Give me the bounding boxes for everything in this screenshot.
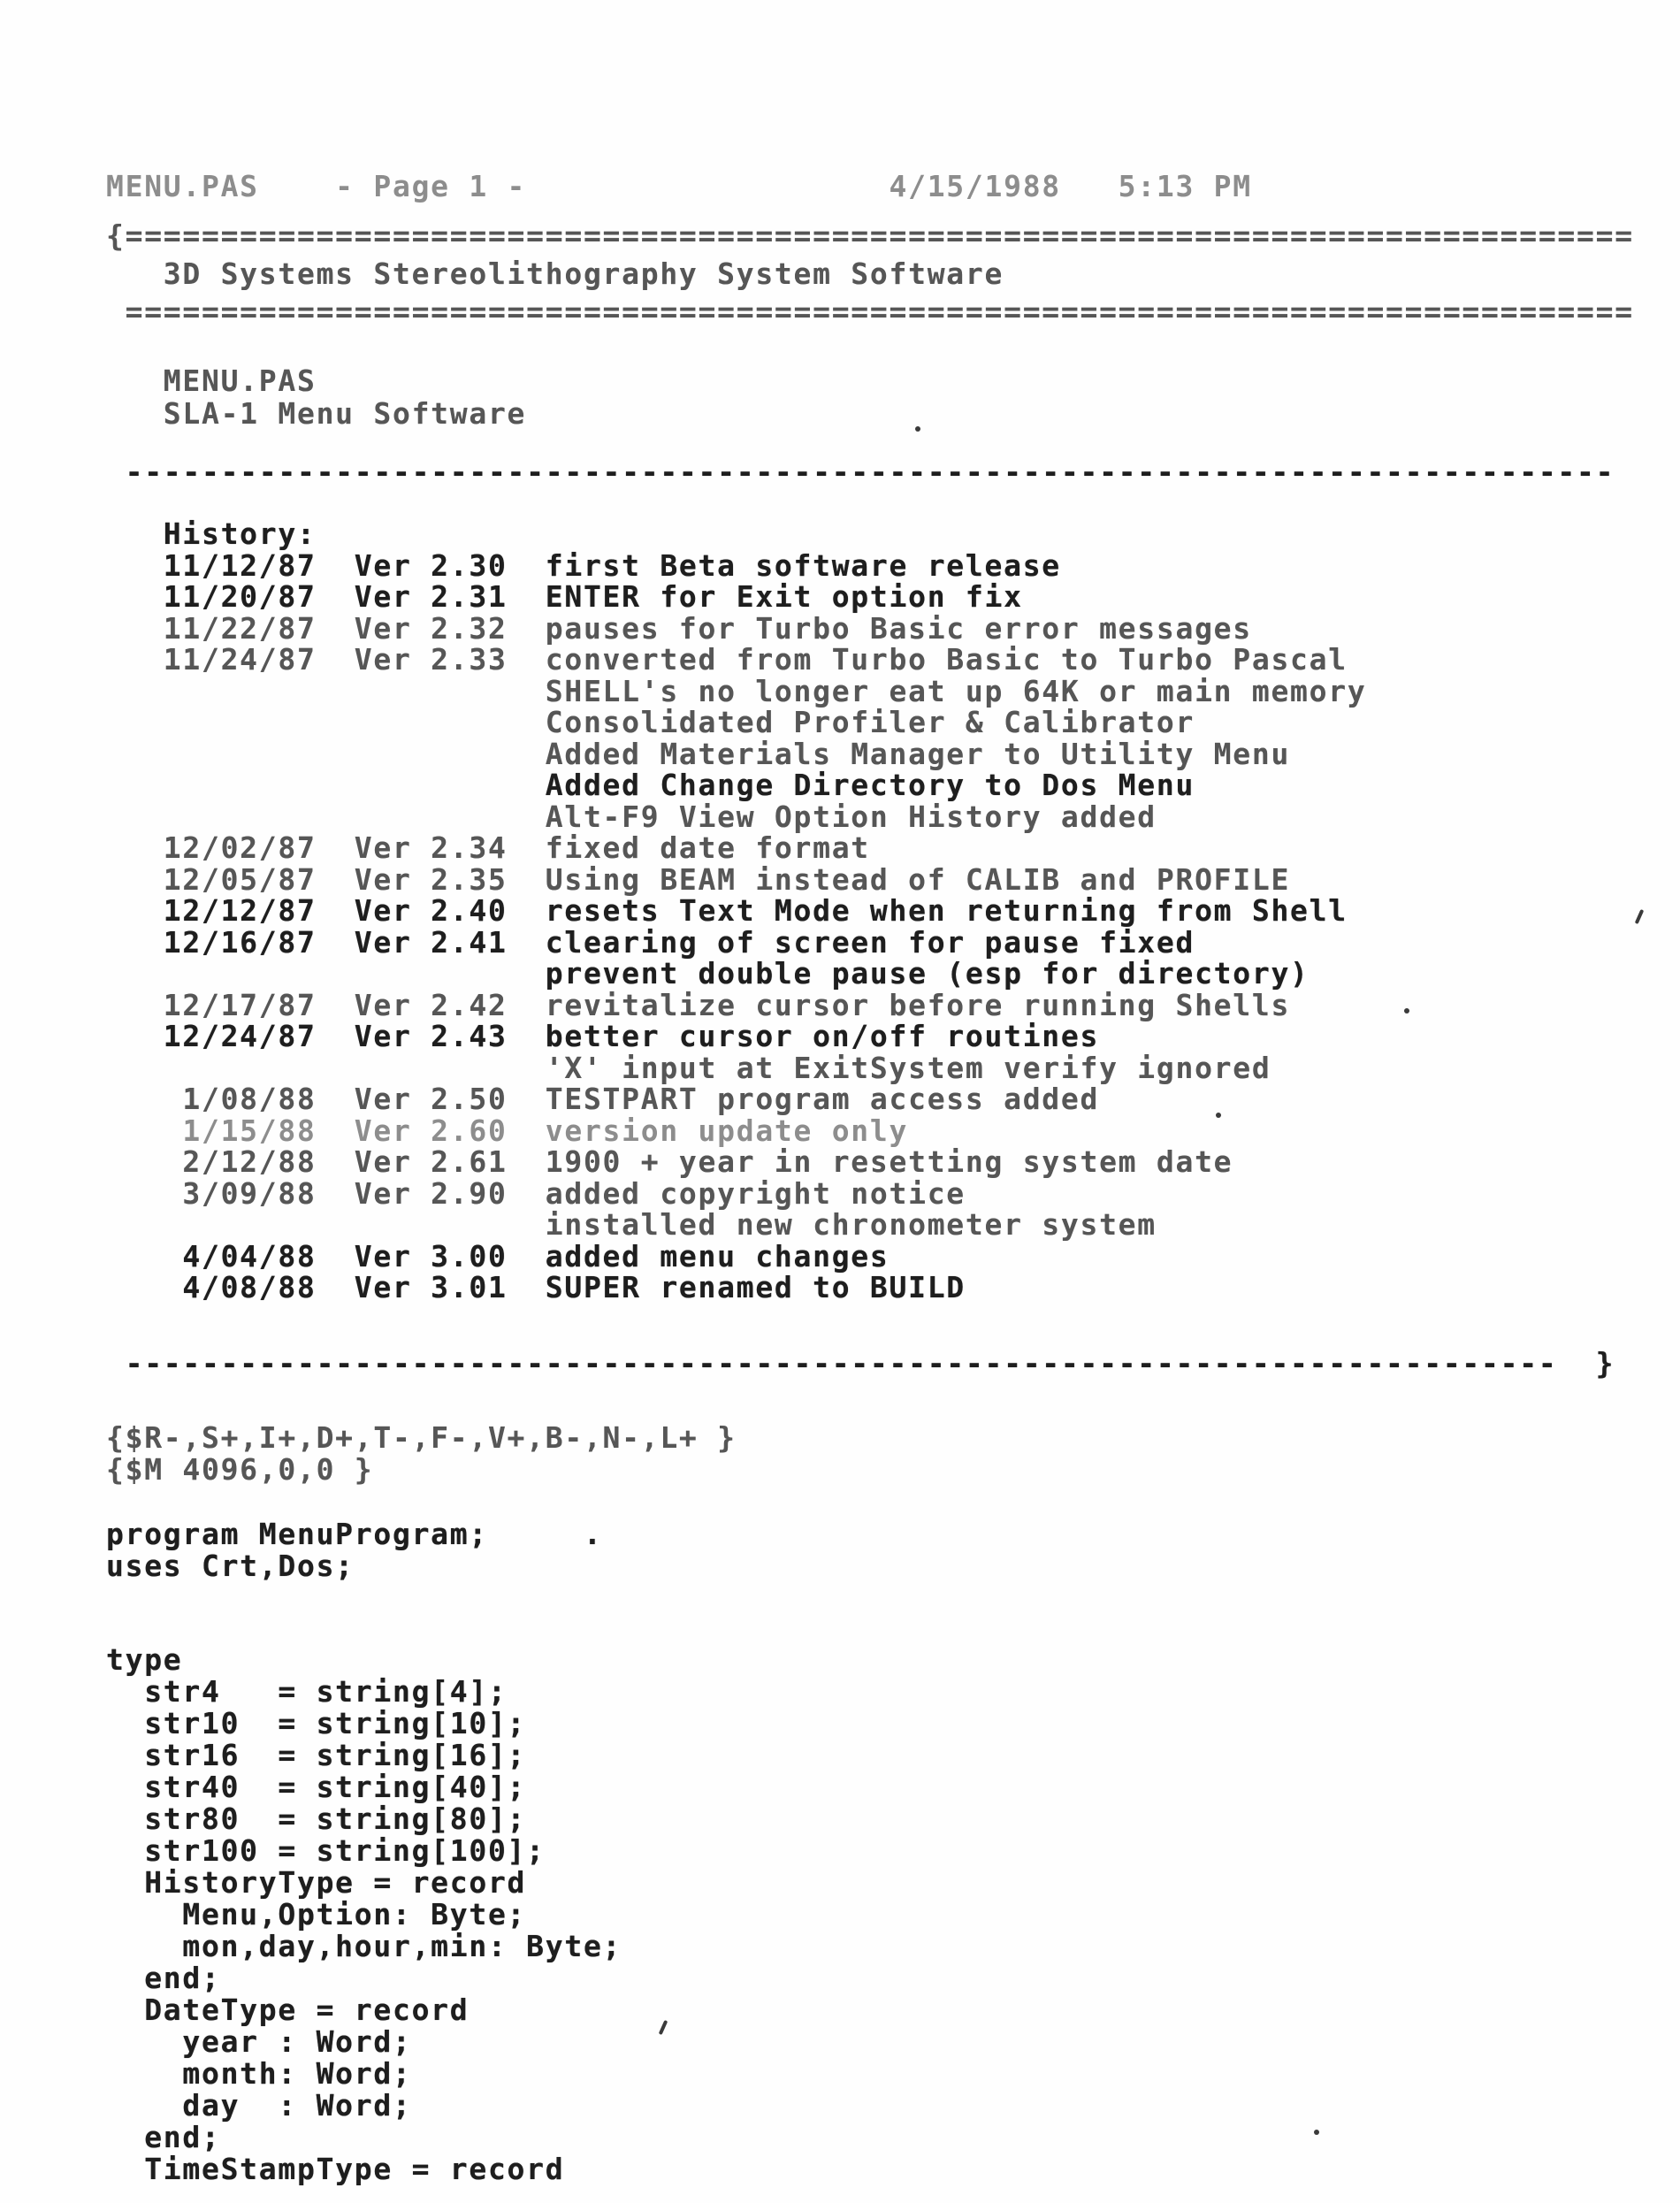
code-line: Menu,Option: Byte; (106, 1897, 527, 1931)
history-heading: History: (106, 516, 317, 551)
history-continuation: 'X' input at ExitSystem verify ignored (106, 1051, 1271, 1085)
code-line: end; (106, 1961, 221, 1995)
code-line: str16 = string[16]; (106, 1738, 527, 1772)
software-name-line: SLA-1 Menu Software (106, 396, 527, 431)
code-line: HistoryType = record (106, 1865, 527, 1900)
scan-artifact (1314, 2130, 1319, 2135)
history-entry: 1/15/88 Ver 2.60 version update only (106, 1113, 909, 1148)
compiler-directive-line: {$R-,S+,I+,D+,T-,F-,V+,B-,N-,L+ } (106, 1420, 737, 1455)
history-entry: 11/20/87 Ver 2.31 ENTER for Exit option fix (106, 579, 1023, 614)
history-continuation: prevent double pause (esp for directory) (106, 956, 1310, 991)
code-line: program MenuProgram; . (106, 1517, 603, 1551)
software-banner-title: 3D Systems Stereolithography System Software (106, 256, 1004, 291)
history-entry: 11/24/87 Ver 2.33 converted from Turbo Basic to Turbo Pascal (106, 642, 1348, 677)
history-continuation: Alt-F9 View Option History added (106, 799, 1157, 834)
history-continuation: installed new chronometer system (106, 1207, 1157, 1242)
code-line: DateType = record (106, 1993, 470, 2027)
history-entry: 2/12/88 Ver 2.61 1900 + year in resetting system date (106, 1144, 1233, 1179)
comment-rule-top: {=============================================================================== (106, 218, 1634, 253)
code-line: type (106, 1642, 183, 1677)
history-continuation: Added Change Directory to Dos Menu (106, 768, 1195, 802)
comment-close-divider: --------------------------------------------------------------------------- } (106, 1346, 1615, 1381)
history-entry: 12/12/87 Ver 2.40 resets Text Mode when returning from Shell (106, 893, 1348, 928)
code-line: year : Word; (106, 2024, 412, 2059)
history-entry: 4/08/88 Ver 3.01 SUPER renamed to BUILD (106, 1270, 966, 1304)
history-entry: 1/08/88 Ver 2.50 TESTPART program access added (106, 1082, 1100, 1116)
scan-artifact (1404, 1008, 1409, 1014)
code-line: day : Word; (106, 2088, 412, 2123)
history-continuation: Consolidated Profiler & Calibrator (106, 705, 1195, 739)
history-entry: 12/17/87 Ver 2.42 revitalize cursor before running Shells (106, 988, 1291, 1022)
code-line: month: Word; (106, 2056, 412, 2091)
code-line: str40 = string[40]; (106, 1770, 527, 1804)
history-entry: 3/09/88 Ver 2.90 added copyright notice (106, 1176, 966, 1211)
comment-rule-bottom: =============================================================================== (106, 294, 1634, 329)
code-line: end; (106, 2120, 221, 2154)
scan-artifact (915, 426, 920, 432)
history-entry: 11/22/87 Ver 2.32 pauses for Turbo Basic error messages (106, 611, 1252, 646)
history-entry: 12/02/87 Ver 2.34 fixed date format (106, 830, 870, 865)
code-line: str80 = string[80]; (106, 1801, 527, 1836)
scan-artifact (1635, 909, 1645, 924)
history-entry: 4/04/88 Ver 3.00 added menu changes (106, 1239, 890, 1274)
code-line: uses Crt,Dos; (106, 1549, 355, 1583)
section-divider: ------------------------------------------------------------------------------ (106, 455, 1615, 489)
history-continuation: Added Materials Manager to Utility Menu (106, 737, 1291, 771)
code-line: str10 = string[10]; (106, 1706, 527, 1740)
history-entry: 11/12/87 Ver 2.30 first Beta software release (106, 548, 1061, 583)
code-line: str100 = string[100]; (106, 1833, 546, 1868)
scan-artifact (659, 2020, 668, 2035)
page-header-line: MENU.PAS - Page 1 - 4/15/1988 5:13 PM (106, 169, 1252, 203)
scan-artifact (1216, 1113, 1221, 1118)
file-name-line: MENU.PAS (106, 363, 317, 398)
code-line: mon,day,hour,min: Byte; (106, 1929, 622, 1963)
compiler-directive-line: {$M 4096,0,0 } (106, 1452, 374, 1487)
history-entry: 12/16/87 Ver 2.41 clearing of screen for pause fixed (106, 925, 1195, 960)
code-line: TimeStampType = record (106, 2152, 565, 2186)
history-entry: 12/05/87 Ver 2.35 Using BEAM instead of CALIB and PROFILE (106, 862, 1291, 897)
history-continuation: SHELL's no longer eat up 64K or main memory (106, 674, 1367, 708)
code-line: str4 = string[4]; (106, 1674, 508, 1709)
history-entry: 12/24/87 Ver 2.43 better cursor on/off routines (106, 1019, 1100, 1053)
